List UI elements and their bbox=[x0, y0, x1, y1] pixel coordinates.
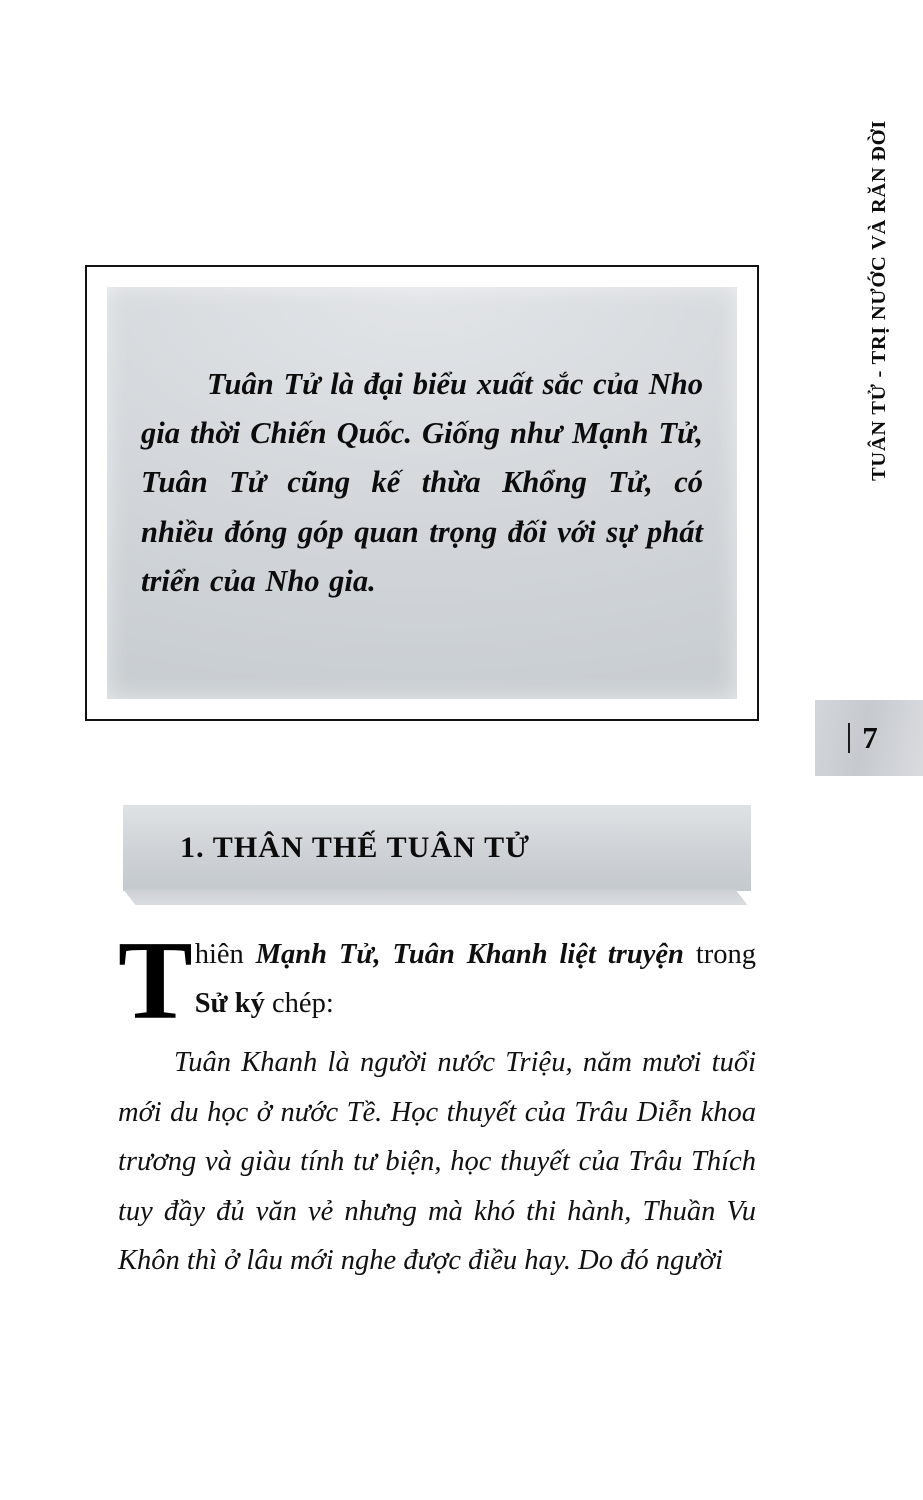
epigraph-text: Tuân Tử là đại biểu xuất sắc của Nho gia thời Chiến Quốc. Giống như Mạnh Tử, Tuân Tử cũng kế thừa Khổng Tử, có nhiều đóng góp quan trọng đối với sự phát triển của Nho gia. bbox=[141, 366, 703, 599]
epigraph-box bbox=[85, 265, 759, 721]
source-title: Sử ký bbox=[194, 988, 265, 1020]
section-title: 1. THÂN THẾ TUÂN TỬ bbox=[180, 831, 531, 864]
epigraph-panel bbox=[107, 287, 737, 699]
lead-paragraph bbox=[118, 919, 756, 1043]
lead-text-part-2: trong bbox=[683, 939, 756, 970]
body-text-column bbox=[118, 919, 756, 1286]
lead-text-part-3: chép: bbox=[264, 988, 334, 1020]
drop-cap: T bbox=[118, 919, 193, 1043]
page-number-rule-icon bbox=[848, 723, 850, 753]
running-head bbox=[859, 120, 899, 540]
lead-text-part-1: hiên bbox=[194, 939, 256, 970]
lead-paragraph-text bbox=[195, 939, 756, 1019]
page-number-group bbox=[848, 720, 878, 756]
running-head-text: TUÂN TỬ - TRỊ NƯỚC VÀ RĂN ĐỜI bbox=[867, 120, 890, 482]
page-number: 7 bbox=[862, 720, 878, 755]
page-number-tab bbox=[815, 700, 923, 776]
section-heading-banner bbox=[123, 805, 751, 891]
work-title: Mạnh Tử, Tuân Khanh liệt truyện bbox=[255, 939, 684, 970]
quoted-paragraph: Tuân Khanh là người nước Triệu, năm mươi tuổi mới du học ở nước Tề. Học thuyết của Trâu Diễn khoa trương và giàu tính tư biện, học thuyết của Trâu Thích tuy đầy đủ văn vẻ nhưng mà khó thi hành, Thuần Vu Khôn thì ở lâu mới nghe được điều hay. Do đó người bbox=[118, 1047, 756, 1277]
